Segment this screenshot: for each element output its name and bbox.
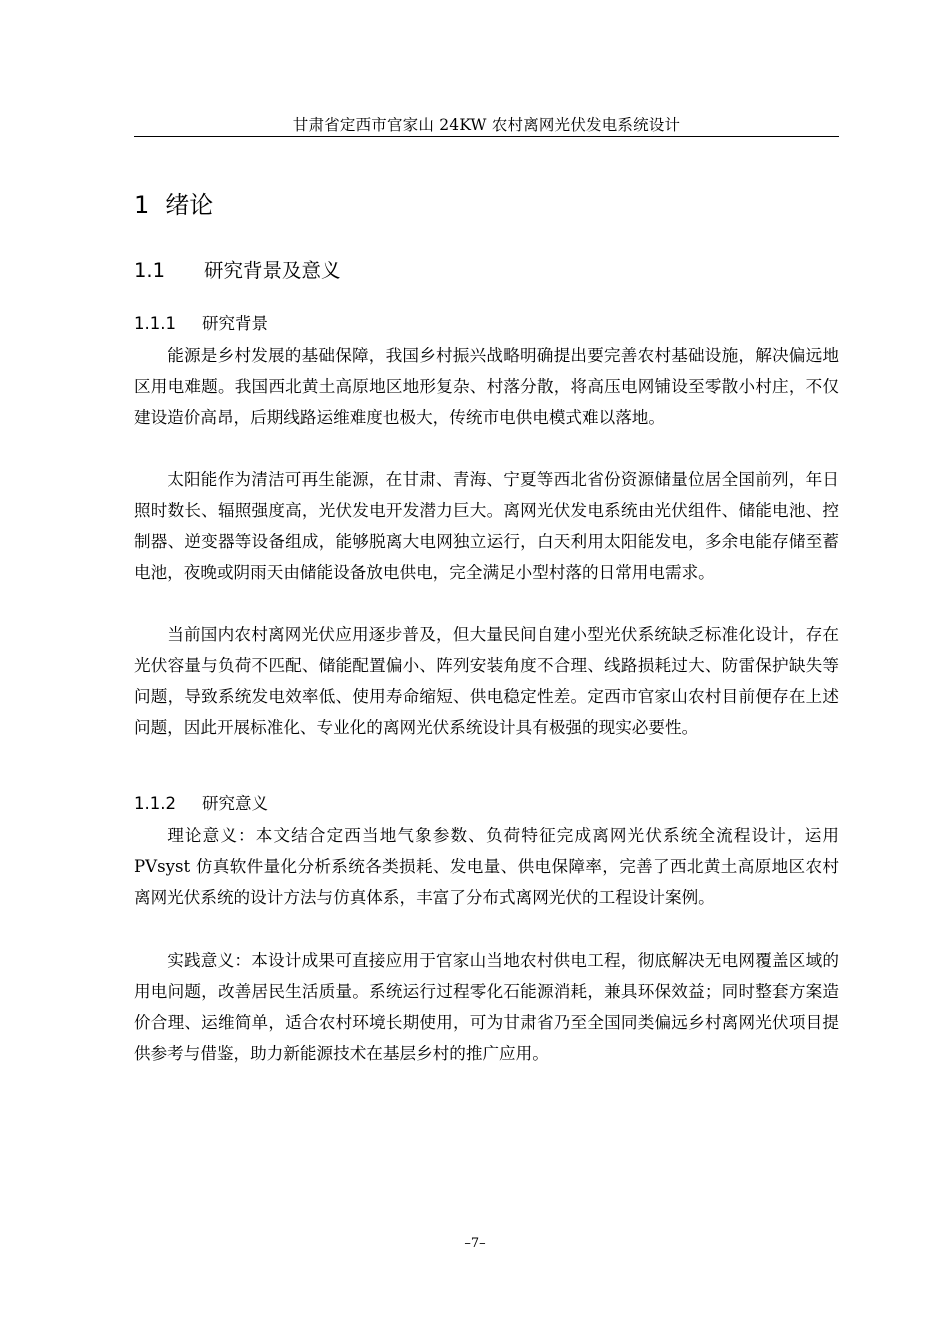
section-heading xyxy=(134,255,341,283)
chapter-title: 绪论 xyxy=(165,191,214,219)
subsection-heading xyxy=(134,310,268,334)
body-paragraph: 理论意义：本文结合定西当地气象参数、负荷特征完成离网光伏系统全流程设计，运用 PVsyst 仿真软件量化分析系统各类损耗、发电量、供电保障率，完善了西北黄土高原地区农村离网光伏系统的设计方法与仿真体系，丰富了分布式离网光伏的工程设计案例。 xyxy=(134,826,839,907)
body-paragraph: 实践意义：本设计成果可直接应用于官家山当地农村供电工程，彻底解决无电网覆盖区域的用电问题，改善居民生活质量。系统运行过程零化石能源消耗，兼具环保效益；同时整套方案造价合理、运维简单，适合农村环境长期使用，可为甘肃省乃至全国同类偏远乡村离网光伏项目提供参考与借鉴，助力新能源技术在基层乡村的推广应用。 xyxy=(134,951,839,1063)
subsection-number: 1.1.2 xyxy=(134,794,176,813)
body-paragraph: 能源是乡村发展的基础保障，我国乡村振兴战略明确提出要完善农村基础设施，解决偏远地区用电难题。我国西北黄土高原地区地形复杂、村落分散，将高压电网铺设至零散小村庄，不仅建设造价高昂，后期线路运维难度也极大，传统市电供电模式难以落地。 xyxy=(134,346,839,427)
subsection-title: 研究意义 xyxy=(202,794,268,813)
header-rule xyxy=(134,136,839,137)
running-header: 甘肃省定西市官家山 24KW 农村离网光伏发电系统设计 xyxy=(292,116,681,134)
section-title: 研究背景及意义 xyxy=(204,259,341,282)
body-paragraph: 当前国内农村离网光伏应用逐步普及，但大量民间自建小型光伏系统缺乏标准化设计，存在光伏容量与负荷不匹配、储能配置偏小、阵列安装角度不合理、线路损耗过大、防雷保护缺失等问题，导致系统发电效率低、使用寿命缩短、供电稳定性差。定西市官家山农村目前便存在上述问题，因此开展标准化、专业化的离网光伏系统设计具有极强的现实必要性。 xyxy=(134,625,839,737)
subsection-heading xyxy=(134,790,268,814)
chapter-heading xyxy=(134,185,213,220)
subsection-number: 1.1.1 xyxy=(134,314,176,333)
subsection-title: 研究背景 xyxy=(202,314,268,333)
page-number: –7– xyxy=(464,1236,486,1251)
chapter-number: 1 xyxy=(134,191,150,219)
section-number: 1.1 xyxy=(134,259,166,282)
body-paragraph: 太阳能作为清洁可再生能源，在甘肃、青海、宁夏等西北省份资源储量位居全国前列，年日照时数长、辐照强度高，光伏发电开发潜力巨大。离网光伏发电系统由光伏组件、储能电池、控制器、逆变器等设备组成，能够脱离大电网独立运行，白天利用太阳能发电，多余电能存储至蓄电池，夜晚或阴雨天由储能设备放电供电，完全满足小型村落的日常用电需求。 xyxy=(134,470,839,582)
